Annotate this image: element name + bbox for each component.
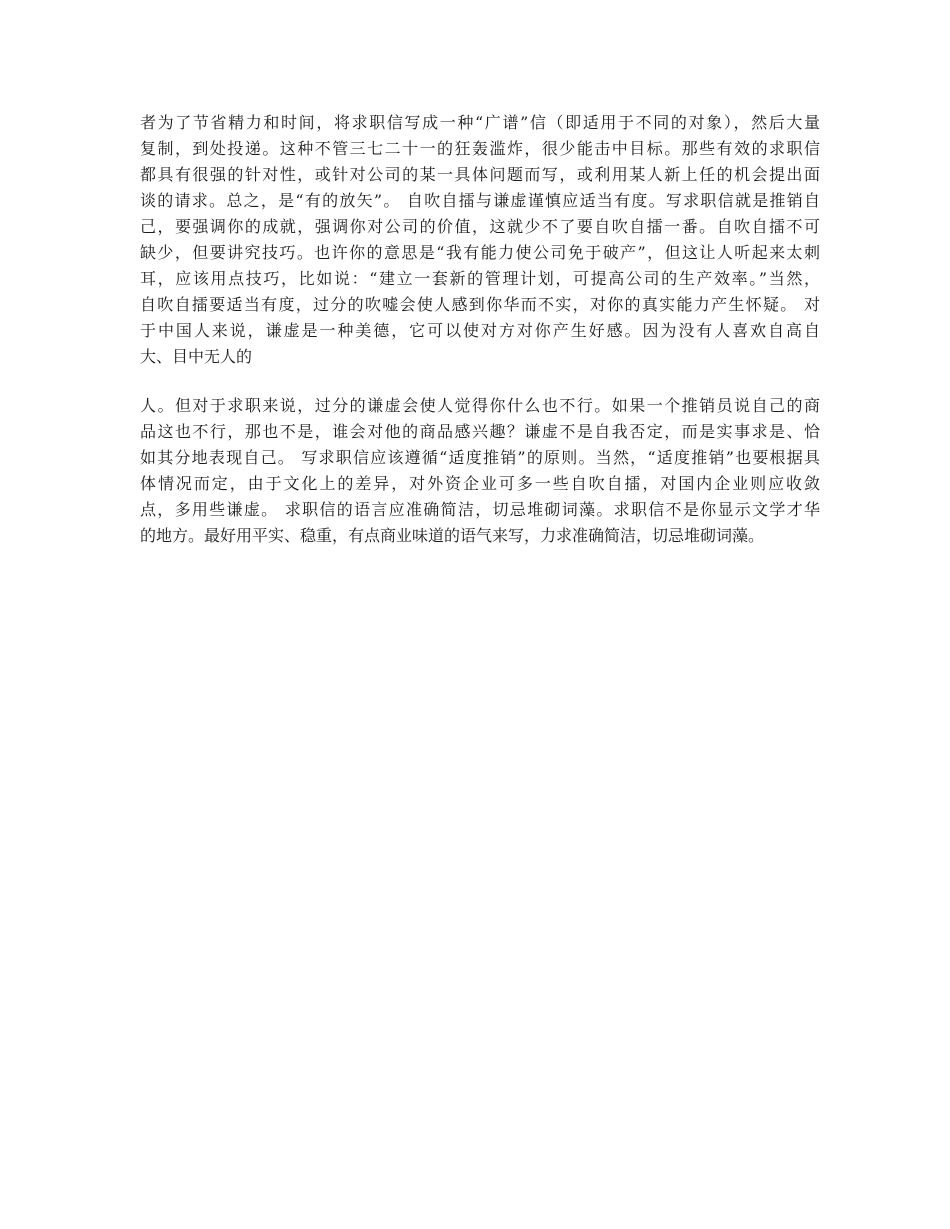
text-line: 耳，应该用点技巧，比如说：“建立一套新的管理计划，可提高公司的生产效率。”当然， bbox=[140, 269, 820, 288]
text-line: 谈的请求。总之，是“有的放矢”。 自吹自擂与谦虚谨慎应适当有度。写求职信就是推销自 bbox=[140, 191, 820, 210]
text-line: 者为了节省精力和时间，将求职信写成一种“广谱”信（即适用于不同的对象），然后大量 bbox=[140, 113, 820, 132]
text-line: 复制，到处投递。这种不管三七二十一的狂轰滥炸，很少能击中目标。那些有效的求职信 bbox=[140, 139, 820, 158]
text-line: 大、目中无人的 bbox=[140, 347, 253, 366]
text-line: 都具有很强的针对性，或针对公司的某一具体问题而写，或利用某人新上任的机会提出面 bbox=[140, 165, 820, 184]
text-line: 人。但对于求职来说，过分的谦虚会使人觉得你什么也不行。如果一个推销员说自己的商 bbox=[140, 396, 820, 415]
text-line: 的地方。最好用平实、稳重，有点商业味道的语气来写，力求准确简洁，切忌堆砌词藻。 bbox=[140, 526, 765, 545]
paragraph-1 bbox=[140, 110, 820, 370]
paragraph-2 bbox=[140, 393, 820, 549]
text-line: 品这也不行，那也不是，谁会对他的商品感兴趣？谦虚不是自我否定，而是实事求是、恰 bbox=[140, 422, 820, 441]
text-line: 自吹自擂要适当有度，过分的吹嘘会使人感到你华而不实，对你的真实能力产生怀疑。 对 bbox=[140, 295, 820, 314]
text-line: 体情况而定，由于文化上的差异，对外资企业可多一些自吹自擂，对国内企业则应收敛 bbox=[140, 474, 820, 493]
text-line: 点，多用些谦虚。 求职信的语言应准确简洁，切忌堆砌词藻。求职信不是你显示文学才华 bbox=[140, 500, 820, 519]
text-line: 于中国人来说，谦虚是一种美德，它可以使对方对你产生好感。因为没有人喜欢自高自 bbox=[140, 321, 820, 340]
text-line: 如其分地表现自己。 写求职信应该遵循“适度推销”的原则。当然，“适度推销”也要根据具 bbox=[140, 448, 820, 467]
text-line: 己，要强调你的成就，强调你对公司的价值，这就少不了要自吹自擂一番。自吹自擂不可 bbox=[140, 217, 820, 236]
text-line: 缺少，但要讲究技巧。也许你的意思是“我有能力使公司免于破产”，但这让人听起来太刺 bbox=[140, 243, 820, 262]
